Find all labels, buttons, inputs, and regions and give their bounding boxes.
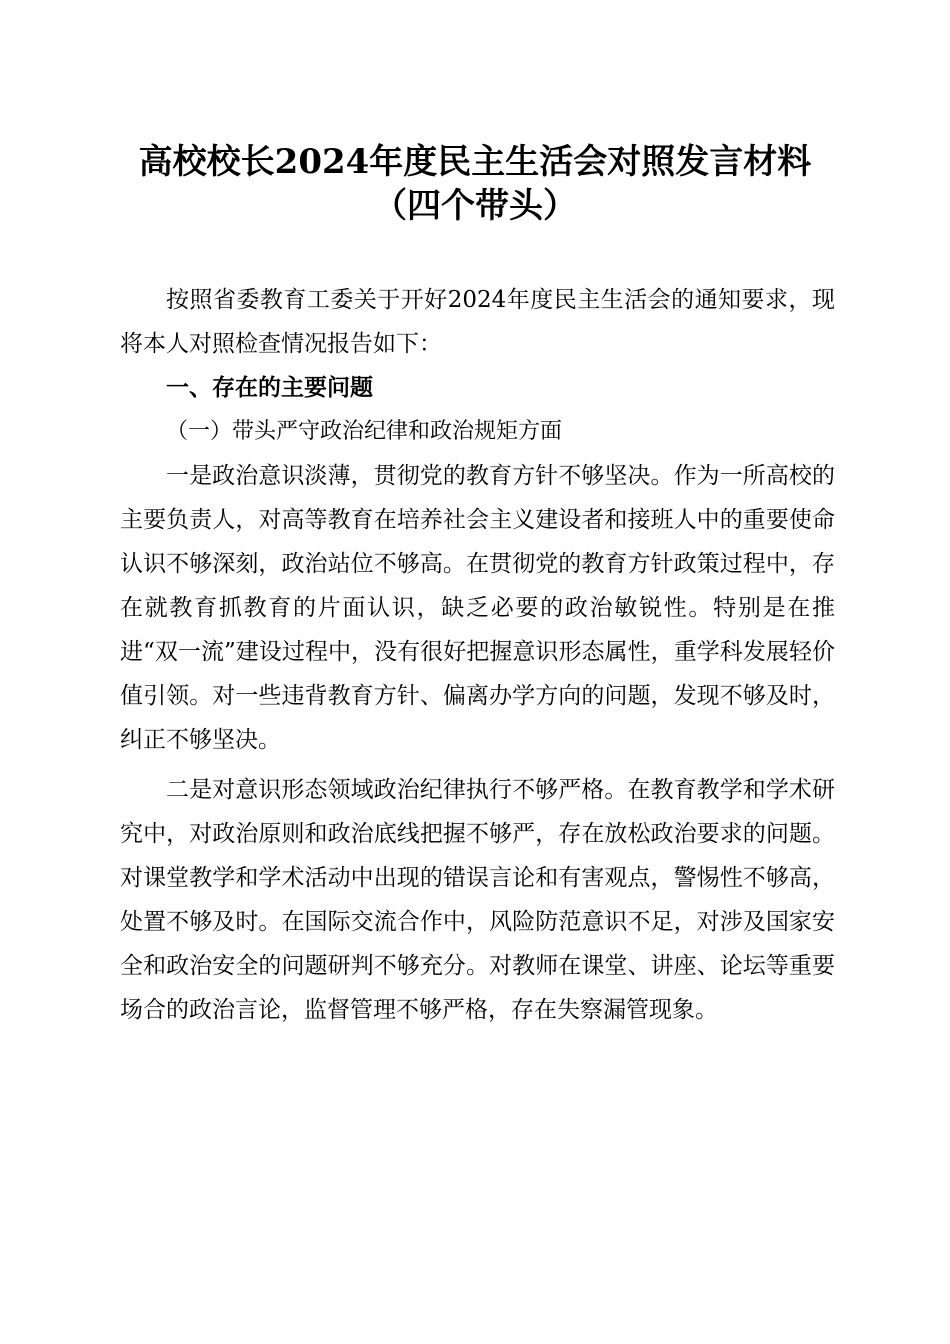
document-body [120, 278, 835, 1032]
body-paragraph-2: 二是对意识形态领域政治纪律执行不够严格。在教育教学和学术研究中，对政治原则和政治底线把握不够严，存在放松政治要求的问题。对课堂教学和学术活动中出现的错误言论和有害观点，警惕性不够高，处置不够及时。在国际交流合作中，风险防范意识不足，对涉及国家安全和政治安全的问题研判不够充分。对教师在课堂、讲座、论坛等重要场合的政治言论，监督管理不够严格，存在失察漏管现象。 [120, 777, 835, 1023]
subsection-heading: （一）带头严守政治纪律和政治规矩方面 [166, 419, 563, 444]
body-paragraph-1: 一是政治意识淡薄，贯彻党的教育方针不够坚决。作为一所高校的主要负责人，对高等教育在培养社会主义建设者和接班人中的重要使命认识不够深刻，政治站位不够高。在贯彻党的教育方针政策过程中，存在就教育抓教育的片面认识，缺乏必要的政治敏锐性。特别是在推进“双一流”建设过程中，没有很好把握意识形态属性，重学科发展轻价值引领。对一些违背教育方针、偏离办学方向的问题，发现不够及时，纠正不够坚决。 [120, 463, 835, 753]
intro-paragraph: 按照省委教育工委关于开好2024年度民主生活会的通知要求，现将本人对照检查情况报告如下： [120, 287, 835, 357]
document-title: 高校校长2024年度民主生活会对照发言材料 [138, 142, 812, 182]
document-subtitle: （四个带头） [373, 186, 577, 226]
section-heading: 一、存在的主要问题 [166, 375, 373, 401]
